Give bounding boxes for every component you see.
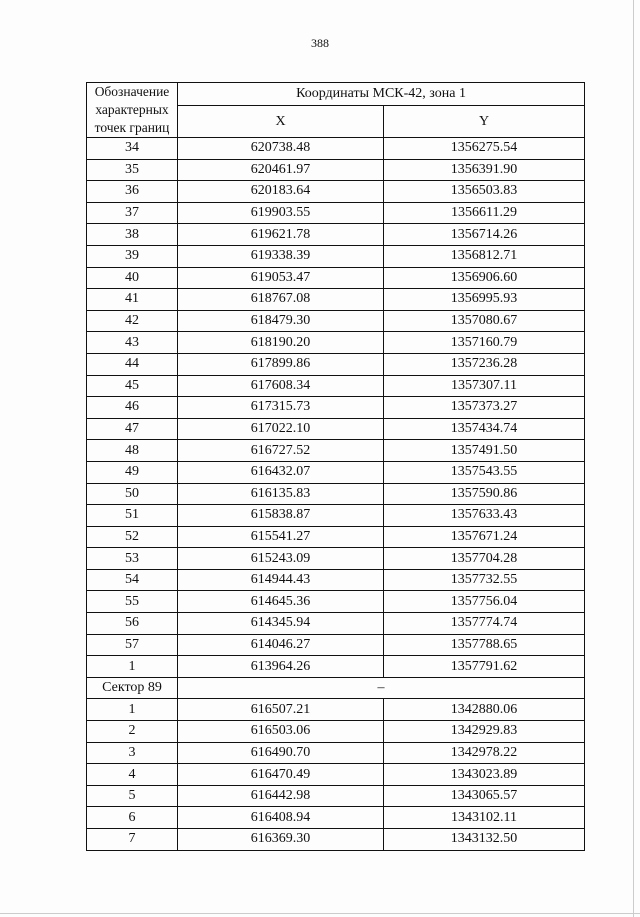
y-cell: 1356275.54 xyxy=(384,138,585,160)
point-id-cell: 40 xyxy=(87,267,178,289)
x-cell: 614046.27 xyxy=(178,634,384,656)
point-id-cell: 57 xyxy=(87,634,178,656)
y-cell: 1357671.24 xyxy=(384,526,585,548)
sector-label: Сектор 89 xyxy=(87,677,178,699)
table-row xyxy=(87,224,585,246)
x-cell: 618479.30 xyxy=(178,310,384,332)
point-id-cell: 48 xyxy=(87,440,178,462)
coordinates-table xyxy=(86,82,585,851)
x-cell: 619053.47 xyxy=(178,267,384,289)
x-cell: 618190.20 xyxy=(178,332,384,354)
point-id-cell: 2 xyxy=(87,721,178,743)
x-cell: 619621.78 xyxy=(178,224,384,246)
y-cell: 1342880.06 xyxy=(384,699,585,721)
table-row xyxy=(87,397,585,419)
y-cell: 1342929.83 xyxy=(384,721,585,743)
y-cell: 1343102.11 xyxy=(384,807,585,829)
point-id-cell: 56 xyxy=(87,613,178,635)
point-id-cell: 43 xyxy=(87,332,178,354)
y-cell: 1356611.29 xyxy=(384,202,585,224)
y-cell: 1357788.65 xyxy=(384,634,585,656)
x-cell: 615838.87 xyxy=(178,505,384,527)
point-id-cell: 6 xyxy=(87,807,178,829)
point-id-cell: 51 xyxy=(87,505,178,527)
table-row xyxy=(87,569,585,591)
x-cell: 617899.86 xyxy=(178,353,384,375)
point-id-cell: 38 xyxy=(87,224,178,246)
point-id-cell: 53 xyxy=(87,548,178,570)
x-cell: 620461.97 xyxy=(178,159,384,181)
point-id-cell: 4 xyxy=(87,764,178,786)
y-cell: 1357307.11 xyxy=(384,375,585,397)
y-cell: 1356503.83 xyxy=(384,181,585,203)
point-id-cell: 45 xyxy=(87,375,178,397)
x-cell: 616442.98 xyxy=(178,785,384,807)
table-row xyxy=(87,742,585,764)
scan-bottom-line xyxy=(0,913,640,914)
x-cell: 616507.21 xyxy=(178,699,384,721)
point-id-cell: 49 xyxy=(87,461,178,483)
y-cell: 1342978.22 xyxy=(384,742,585,764)
point-id-cell: 7 xyxy=(87,829,178,851)
y-cell: 1356812.71 xyxy=(384,245,585,267)
table-row xyxy=(87,721,585,743)
table-row xyxy=(87,807,585,829)
table-row xyxy=(87,613,585,635)
y-cell: 1357236.28 xyxy=(384,353,585,375)
x-cell: 618767.08 xyxy=(178,289,384,311)
x-cell: 616727.52 xyxy=(178,440,384,462)
point-id-cell: 47 xyxy=(87,418,178,440)
table-row xyxy=(87,656,585,678)
x-cell: 614345.94 xyxy=(178,613,384,635)
y-cell: 1357590.86 xyxy=(384,483,585,505)
y-cell: 1357491.50 xyxy=(384,440,585,462)
table-row xyxy=(87,138,585,160)
point-id-cell: 44 xyxy=(87,353,178,375)
x-cell: 617022.10 xyxy=(178,418,384,440)
x-cell: 616490.70 xyxy=(178,742,384,764)
table-row xyxy=(87,245,585,267)
y-cell: 1356714.26 xyxy=(384,224,585,246)
table-row xyxy=(87,289,585,311)
coordinates-table-body xyxy=(87,83,585,851)
point-id-cell: 36 xyxy=(87,181,178,203)
x-cell: 620738.48 xyxy=(178,138,384,160)
x-cell: 620183.64 xyxy=(178,181,384,203)
x-cell: 614944.43 xyxy=(178,569,384,591)
header-x: X xyxy=(178,106,384,138)
table-row xyxy=(87,461,585,483)
y-cell: 1356906.60 xyxy=(384,267,585,289)
y-cell: 1357373.27 xyxy=(384,397,585,419)
point-id-cell: 55 xyxy=(87,591,178,613)
x-cell: 619903.55 xyxy=(178,202,384,224)
point-id-cell: 37 xyxy=(87,202,178,224)
table-row xyxy=(87,181,585,203)
x-cell: 619338.39 xyxy=(178,245,384,267)
x-cell: 616503.06 xyxy=(178,721,384,743)
table-row xyxy=(87,634,585,656)
table-row xyxy=(87,159,585,181)
table-row xyxy=(87,375,585,397)
point-id-cell: 34 xyxy=(87,138,178,160)
y-cell: 1357160.79 xyxy=(384,332,585,354)
table-row xyxy=(87,699,585,721)
table-row xyxy=(87,548,585,570)
table-row xyxy=(87,332,585,354)
x-cell: 616432.07 xyxy=(178,461,384,483)
y-cell: 1357774.74 xyxy=(384,613,585,635)
y-cell: 1356391.90 xyxy=(384,159,585,181)
table-row xyxy=(87,829,585,851)
y-cell: 1343023.89 xyxy=(384,764,585,786)
point-id-cell: 1 xyxy=(87,656,178,678)
x-cell: 617315.73 xyxy=(178,397,384,419)
x-cell: 613964.26 xyxy=(178,656,384,678)
table-row xyxy=(87,505,585,527)
x-cell: 616408.94 xyxy=(178,807,384,829)
y-cell: 1357756.04 xyxy=(384,591,585,613)
point-id-cell: 50 xyxy=(87,483,178,505)
point-id-cell: 1 xyxy=(87,699,178,721)
x-cell: 614645.36 xyxy=(178,591,384,613)
table-row xyxy=(87,418,585,440)
x-cell: 615541.27 xyxy=(178,526,384,548)
y-cell: 1357633.43 xyxy=(384,505,585,527)
point-id-cell: 3 xyxy=(87,742,178,764)
point-id-cell: 52 xyxy=(87,526,178,548)
y-cell: 1357543.55 xyxy=(384,461,585,483)
x-cell: 617608.34 xyxy=(178,375,384,397)
y-cell: 1357732.55 xyxy=(384,569,585,591)
point-id-cell: 46 xyxy=(87,397,178,419)
point-id-cell: 41 xyxy=(87,289,178,311)
y-cell: 1356995.93 xyxy=(384,289,585,311)
point-id-cell: 5 xyxy=(87,785,178,807)
table-row xyxy=(87,267,585,289)
x-cell: 616470.49 xyxy=(178,764,384,786)
x-cell: 616369.30 xyxy=(178,829,384,851)
y-cell: 1357791.62 xyxy=(384,656,585,678)
table-row xyxy=(87,526,585,548)
point-id-cell: 39 xyxy=(87,245,178,267)
point-id-cell: 35 xyxy=(87,159,178,181)
table-header-row xyxy=(87,83,585,106)
x-cell: 616135.83 xyxy=(178,483,384,505)
table-row xyxy=(87,764,585,786)
y-cell: 1357080.67 xyxy=(384,310,585,332)
header-y: Y xyxy=(384,106,585,138)
point-id-cell: 42 xyxy=(87,310,178,332)
table-row xyxy=(87,591,585,613)
table-row xyxy=(87,483,585,505)
y-cell: 1357704.28 xyxy=(384,548,585,570)
page-number: 388 xyxy=(311,36,329,50)
table-row xyxy=(87,202,585,224)
sector-dash: – xyxy=(178,677,585,699)
y-cell: 1343065.57 xyxy=(384,785,585,807)
table-row xyxy=(87,440,585,462)
header-point-label: Обозначение характерных точек границ xyxy=(87,83,178,138)
header-coords-label: Координаты МСК-42, зона 1 xyxy=(178,83,585,106)
point-id-cell: 54 xyxy=(87,569,178,591)
scan-edge-line xyxy=(633,0,634,917)
x-cell: 615243.09 xyxy=(178,548,384,570)
table-row xyxy=(87,785,585,807)
sector-row xyxy=(87,677,585,699)
y-cell: 1343132.50 xyxy=(384,829,585,851)
y-cell: 1357434.74 xyxy=(384,418,585,440)
table-row xyxy=(87,353,585,375)
table-row xyxy=(87,310,585,332)
